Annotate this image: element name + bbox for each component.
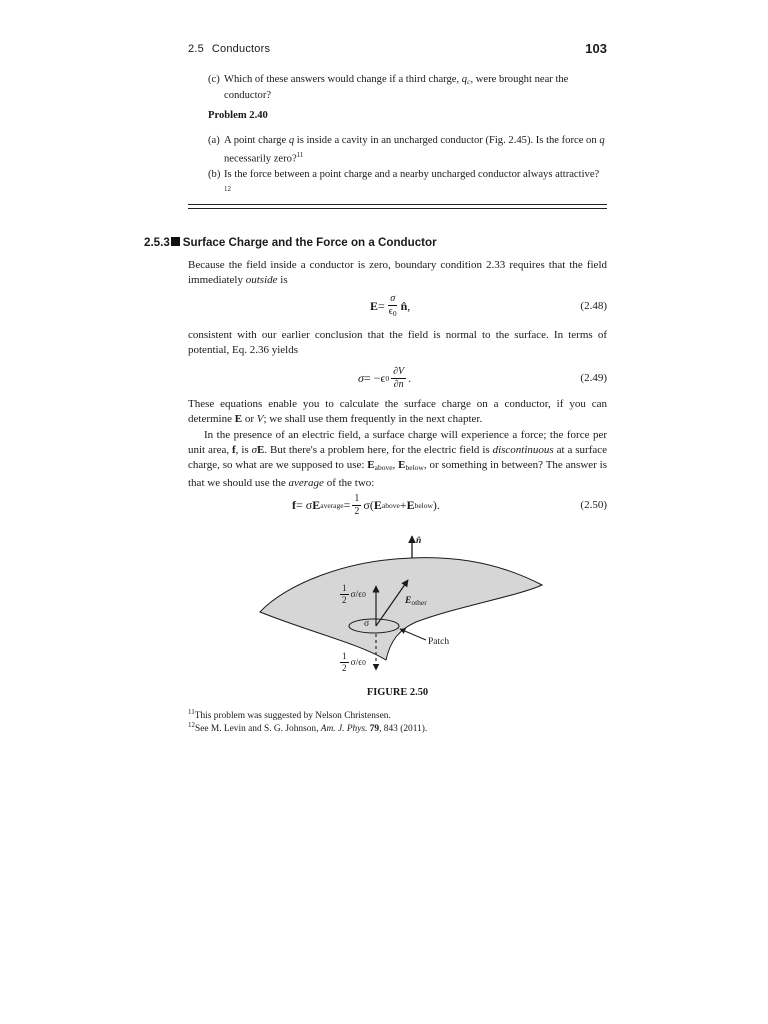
footnote-ref-12: 12	[224, 185, 231, 193]
paragraph-1: Because the field inside a conductor is zero, boundary condition 2.33 requires that the field immediately outside is	[188, 259, 607, 287]
section-title: Conductors	[211, 43, 271, 55]
section-heading-title: Surface Charge and the Force on a Conductor	[182, 236, 437, 249]
section-rule-top	[188, 204, 607, 205]
item-text: Which of these answers would change if a third charge, $q_c$, were brought near the conductor?	[224, 74, 569, 101]
problem-heading: Problem 2.40	[208, 110, 268, 121]
patch-pointer	[400, 629, 426, 640]
equation-number: (2.50)	[580, 499, 607, 511]
paragraph-4: In the presence of an electric field, a surface charge will experience a force; the force per unit area, f, is σE. But there's a problem here, for the electric field is discontinuous at a surface charge, so what are we supposed to use: $E_{above}$, $E_{below}$, or something in between? The answer is that we should use the average of the two:	[188, 429, 607, 489]
sigma-label: σ	[364, 619, 370, 629]
page-number: 103	[585, 41, 607, 56]
figure-caption: FIGURE 2.50	[366, 687, 429, 698]
item-label: (b)	[208, 169, 221, 180]
item-text: Is the force between a point charge and a nearby uncharged conductor always attractive?$^{12}$	[224, 169, 600, 193]
equation-number: (2.48)	[580, 300, 607, 312]
footnote-11: $^{11}$This problem was suggested by Nelson Christensen.	[188, 708, 391, 722]
half-sigma-over-eps-top-label: $\frac{1}{2}$ σ/ϵ 0	[342, 583, 366, 605]
square-bullet-icon	[171, 237, 180, 246]
equation-number: (2.49)	[580, 372, 607, 384]
problem-item-b	[208, 168, 606, 201]
equation-2-50: f = σ E average = $\frac{1}{2}$ σ ( E above + E below ). (2.50)	[292, 492, 607, 517]
section-number: 2.5	[188, 43, 204, 55]
paragraph-2: consistent with our earlier conclusion that the field is normal to the surface. In terms of potential, Eq. 2.36 yields	[188, 329, 607, 357]
footnote-12: $^{12}$See M. Levin and S. G. Johnson, Am. J. Phys. 79, 843 (2011).	[188, 721, 428, 735]
fraction-half: $\frac{1}{2}$	[354, 492, 360, 517]
conductor-surface	[260, 558, 542, 660]
fraction: $\frac{\sigma}{\epsilon_0}$	[388, 293, 397, 319]
running-head	[188, 43, 607, 61]
section-heading	[144, 236, 437, 249]
item-label: (a)	[208, 135, 220, 146]
surface-diagram	[250, 530, 550, 678]
problem-item-a	[208, 134, 606, 167]
e-other-label: $E_{other}$	[405, 596, 427, 607]
section-rule-bottom	[188, 208, 607, 209]
section-heading-number: 2.5.3	[144, 236, 170, 249]
footnote-ref-11: 11	[296, 151, 304, 159]
fraction: $\frac{\partial V}{\partial n}$	[393, 365, 405, 390]
paragraph-3: These equations enable you to calculate the surface charge on a conductor, if you can determine E or V; we shall use them frequently in the next chapter.	[188, 398, 607, 426]
problem-item-c	[208, 73, 606, 103]
item-label: (c)	[208, 74, 220, 85]
equation-2-49: σ = − ϵ 0 $\frac{\partial V}{\partial n}$ . (2.49)	[358, 365, 607, 390]
figure-2-50	[250, 530, 550, 678]
n-hat-label: n̂	[416, 536, 422, 546]
half-sigma-over-eps-bottom-label: $\frac{1}{2}$ σ/ϵ 0	[342, 651, 366, 673]
item-text: A point charge q is inside a cavity in an uncharged conductor (Fig. 2.45). Is the force on q necessarily zero?$^{11}$	[224, 135, 605, 165]
patch-label: Patch	[428, 637, 450, 647]
equation-2-48: E = $\frac{\sigma}{\epsilon_0}$ n̂ , (2.48)	[370, 293, 607, 319]
running-head-section	[188, 43, 270, 55]
